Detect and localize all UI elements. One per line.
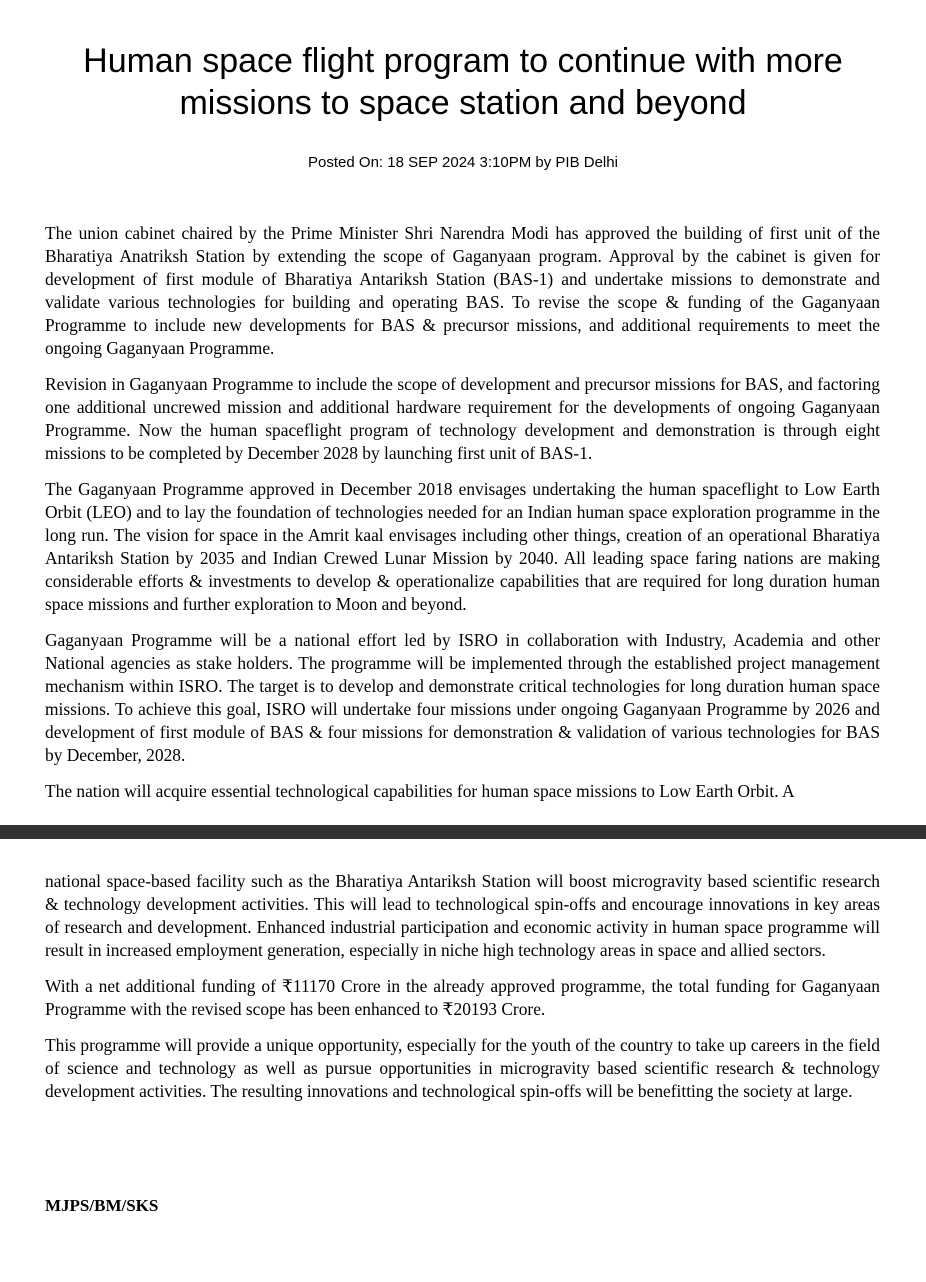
- paragraph: Revision in Gaganyaan Programme to include the scope of development and precursor missions for BAS, and factoring one additional uncrewed mission and additional hardware requirement for the developments of ongoing Gaganyaan Programme. Now the human spaceflight program of technology development and demonstration is through eight missions to be completed by December 2028 by launching first unit of BAS-1.: [45, 374, 880, 463]
- article-body: [45, 222, 880, 816]
- paragraph: The union cabinet chaired by the Prime Minister Shri Narendra Modi has approved the building of first unit of the Bharatiya Anatriksh Station by extending the scope of Gaganyaan program. Approval by the cabinet is given for development of first module of Bharatiya Antariksh Station (BAS-1) and undertake missions to demonstrate and validate various technologies for building and operating BAS. To revise the scope & funding of the Gaganyaan Programme to include new developments for BAS & precursor missions, and additional requirements to meet the ongoing Gaganyaan Programme.: [45, 223, 880, 358]
- paragraph: With a net additional funding of ₹11170 Crore in the already approved programme, the total funding for Gaganyaan Programme with the revised scope has been enhanced to ₹20193 Crore.: [45, 976, 880, 1019]
- paragraph: This programme will provide a unique opportunity, especially for the youth of the country to take up careers in the field of science and technology as well as pursue opportunities in microgravity based scientific research & technology development activities. The resulting innovations and technological spin-offs will be benefitting the society at large.: [45, 1035, 880, 1101]
- article-body-continued: [45, 870, 880, 1116]
- paragraph: The nation will acquire essential technological capabilities for human space missions to Low Earth Orbit. A: [45, 781, 795, 801]
- paragraph: Gaganyaan Programme will be a national effort led by ISRO in collaboration with Industry, Academia and other National agencies as stake holders. The programme will be implemented through the established project management mechanism within ISRO. The target is to develop and demonstrate critical technologies for long duration human space missions. To achieve this goal, ISRO will undertake four missions under ongoing Gaganyaan Programme by 2026 and development of first module of BAS & four missions for demonstration & validation of various technologies for BAS by December, 2028.: [45, 630, 880, 765]
- page-title: Human space flight program to continue with more missions to space station and beyond: [83, 42, 843, 122]
- posted-date: Posted On: 18 SEP 2024 3:10PM by PIB Delhi: [308, 154, 618, 171]
- page-divider: [0, 825, 926, 839]
- paragraph: national space-based facility such as the Bharatiya Antariksh Station will boost microgravity based scientific research & technology development activities. This will lead to technological spin-offs and encourage innovations in key areas of research and development. Enhanced industrial participation and economic activity in human space programme will result in increased employment generation, especially in niche high technology areas in space and allied sectors.: [45, 871, 880, 960]
- signature: MJPS/BM/SKS: [45, 1196, 159, 1215]
- paragraph: The Gaganyaan Programme approved in December 2018 envisages undertaking the human spaceflight to Low Earth Orbit (LEO) and to lay the foundation of technologies needed for an Indian human space exploration programme in the long run. The vision for space in the Amrit kaal envisages including other things, creation of an operational Bharatiya Antariksh Station by 2035 and Indian Crewed Lunar Mission by 2040. All leading space faring nations are making considerable efforts & investments to develop & operationalize capabilities that are required for long duration human space missions and further exploration to Moon and beyond.: [45, 479, 880, 614]
